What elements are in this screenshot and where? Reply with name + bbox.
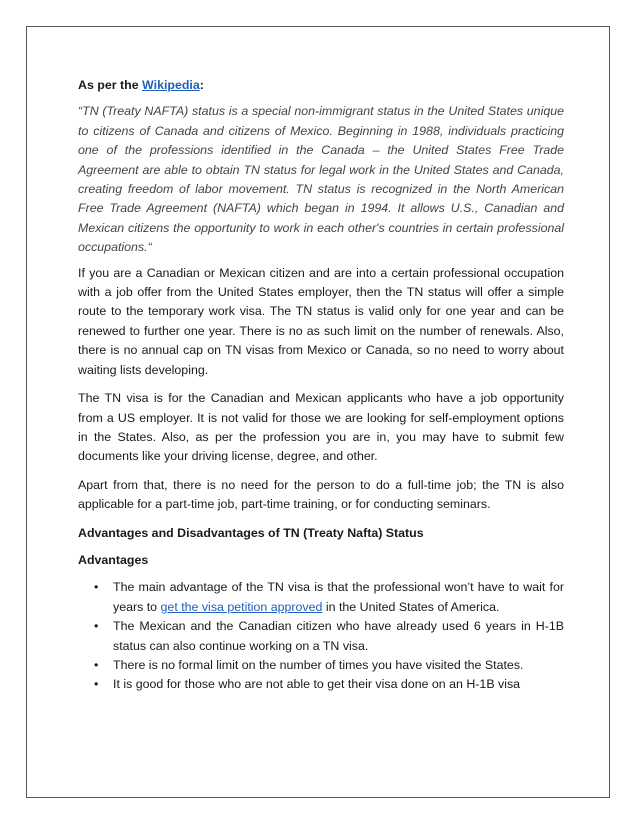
list-item-text-end: in the United States of America. — [322, 599, 500, 614]
section-heading: Advantages and Disadvantages of TN (Treaty Nafta) Status — [78, 525, 424, 540]
visa-petition-link[interactable]: get the visa petition approved — [160, 599, 323, 614]
list-item — [78, 656, 564, 675]
list-item — [78, 578, 564, 617]
paragraph-canadian-mexican-citizen: If you are a Canadian or Mexican citizen and are into a certain professional occupation with a job offer from the United States employer, then the TN status will offer a simple route to the temporary work visa. The TN status is valid only for one year and can be renewed to further one year. There is no as such limit on the number of renewals. Also, there is no annual cap on TN visas from Mexico or Canada, so no need to worry about waiting lists developing. — [78, 265, 564, 377]
document-body — [78, 76, 564, 695]
wikipedia-link[interactable]: Wikipedia — [142, 78, 200, 92]
list-item-text: It is good for those who are not able to get their visa done on an H-1B visa — [113, 677, 521, 692]
bullet-icon: • — [94, 657, 99, 672]
advantages-list — [78, 578, 564, 694]
advantages-heading: Advantages — [78, 552, 149, 567]
list-item — [78, 675, 564, 694]
list-item-text: The main advantage of the TN visa is that the professional won’t have to wait for years to — [113, 580, 564, 614]
bullet-icon: • — [94, 619, 99, 634]
intro-suffix: : — [199, 78, 204, 92]
paragraph-tn-visa-applicants: The TN visa is for the Canadian and Mexican applicants who have a job opportunity from a US employer. It is not valid for those we are looking for self-employment options in the States. Also, as per the profession you are in, you may have to submit few documents like your driving license, degree, and other. — [78, 391, 564, 464]
intro-line — [78, 76, 564, 95]
wikipedia-quote: “TN (Treaty NAFTA) status is a special non-immigrant status in the United States unique to citizens of Canada and citizens of Mexico. Beginning in 1988, individuals practicing one of the professions identified in the Canada – the United States Free Trade Agreement are able to obtain TN status for legal work in the United States and Canada, creating freedom of labor movement. TN status is recognized in the North American Free Trade Agreement (NAFTA) which began in 1994. It allows U.S., Canadian and Mexican citizens the opportunity to work in each other's countries in certain professional occupations.“ — [78, 104, 564, 255]
list-item — [78, 617, 564, 656]
intro-prefix: As per the — [78, 78, 143, 92]
list-item-text: The Mexican and the Canadian citizen who have already used 6 years in H-1B status can also continue working on a TN visa. — [113, 619, 564, 653]
list-item-text: There is no formal limit on the number of times you have visited the States. — [113, 657, 524, 672]
bullet-icon: • — [94, 580, 99, 595]
paragraph-part-time: Apart from that, there is no need for the person to do a full-time job; the TN is also applicable for a part-time job, part-time training, or for conducting seminars. — [78, 477, 564, 512]
bullet-icon: • — [94, 677, 99, 692]
